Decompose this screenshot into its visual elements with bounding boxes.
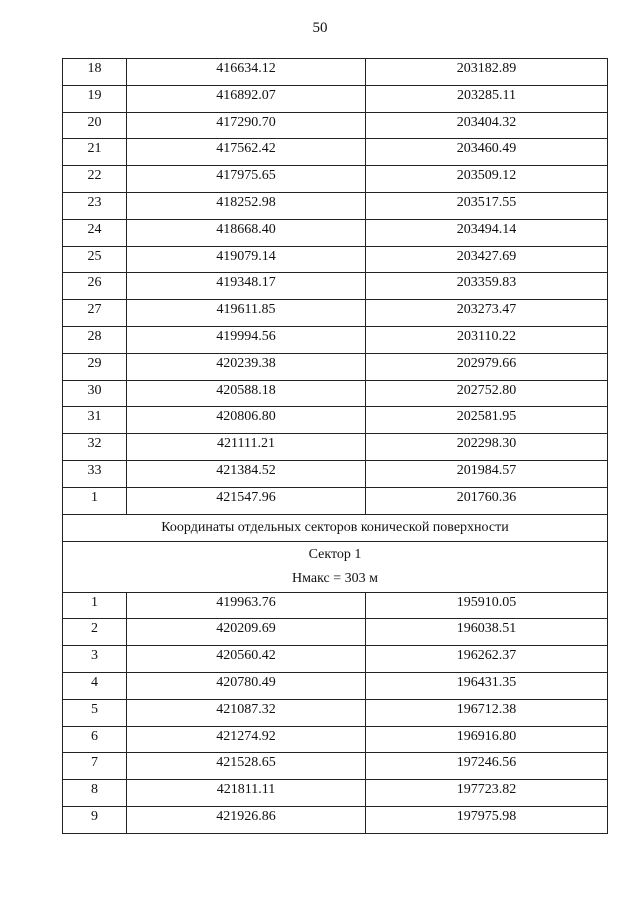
- x-coordinate-cell: 421384.52: [127, 460, 366, 487]
- y-coordinate-cell: 203517.55: [366, 192, 608, 219]
- y-coordinate-cell: 195910.05: [366, 592, 608, 619]
- point-number-cell: 24: [63, 219, 127, 246]
- point-number-cell: 7: [63, 753, 127, 780]
- table-row: [63, 380, 608, 407]
- y-coordinate-cell: 196038.51: [366, 619, 608, 646]
- y-coordinate-cell: 196262.37: [366, 646, 608, 673]
- sector-header: [63, 541, 608, 592]
- point-number-cell: 1: [63, 487, 127, 514]
- x-coordinate-cell: 421811.11: [127, 780, 366, 807]
- section-title-row: [63, 514, 608, 541]
- table-row: [63, 353, 608, 380]
- x-coordinate-cell: 419348.17: [127, 273, 366, 300]
- point-number-cell: 25: [63, 246, 127, 273]
- x-coordinate-cell: 419963.76: [127, 592, 366, 619]
- x-coordinate-cell: 421528.65: [127, 753, 366, 780]
- y-coordinate-cell: 203273.47: [366, 300, 608, 327]
- point-number-cell: 30: [63, 380, 127, 407]
- x-coordinate-cell: 417290.70: [127, 112, 366, 139]
- x-coordinate-cell: 421111.21: [127, 434, 366, 461]
- y-coordinate-cell: 203285.11: [366, 85, 608, 112]
- y-coordinate-cell: 202752.80: [366, 380, 608, 407]
- x-coordinate-cell: 419079.14: [127, 246, 366, 273]
- table-row: [63, 246, 608, 273]
- x-coordinate-cell: 420806.80: [127, 407, 366, 434]
- y-coordinate-cell: 197246.56: [366, 753, 608, 780]
- table-row: [63, 434, 608, 461]
- point-number-cell: 4: [63, 672, 127, 699]
- point-number-cell: 19: [63, 85, 127, 112]
- table-row: [63, 780, 608, 807]
- point-number-cell: 22: [63, 166, 127, 193]
- x-coordinate-cell: 420239.38: [127, 353, 366, 380]
- point-number-cell: 1: [63, 592, 127, 619]
- table-row: [63, 139, 608, 166]
- y-coordinate-cell: 197975.98: [366, 806, 608, 833]
- point-number-cell: 3: [63, 646, 127, 673]
- x-coordinate-cell: 418668.40: [127, 219, 366, 246]
- table-row: [63, 219, 608, 246]
- x-coordinate-cell: 420588.18: [127, 380, 366, 407]
- point-number-cell: 23: [63, 192, 127, 219]
- y-coordinate-cell: 197723.82: [366, 780, 608, 807]
- table-row: [63, 85, 608, 112]
- sector-rows-group: [63, 592, 608, 833]
- section-header-group: [63, 514, 608, 592]
- x-coordinate-cell: 417562.42: [127, 139, 366, 166]
- x-coordinate-cell: 420560.42: [127, 646, 366, 673]
- sector-height: Нмакс = 303 м: [291, 570, 378, 586]
- table-row: [63, 407, 608, 434]
- table-row: [63, 619, 608, 646]
- x-coordinate-cell: 421274.92: [127, 726, 366, 753]
- point-number-cell: 9: [63, 806, 127, 833]
- coordinates-table: [62, 58, 608, 834]
- table-row: [63, 699, 608, 726]
- point-number-cell: 21: [63, 139, 127, 166]
- table-row: [63, 273, 608, 300]
- y-coordinate-cell: 203509.12: [366, 166, 608, 193]
- point-number-cell: 29: [63, 353, 127, 380]
- table-row: [63, 460, 608, 487]
- table-row: [63, 59, 608, 86]
- point-number-cell: 6: [63, 726, 127, 753]
- y-coordinate-cell: 203404.32: [366, 112, 608, 139]
- y-coordinate-cell: 203110.22: [366, 326, 608, 353]
- y-coordinate-cell: 201760.36: [366, 487, 608, 514]
- point-number-cell: 2: [63, 619, 127, 646]
- table-row: [63, 192, 608, 219]
- table-row: [63, 753, 608, 780]
- point-number-cell: 8: [63, 780, 127, 807]
- table-row: [63, 300, 608, 327]
- table-row: [63, 487, 608, 514]
- y-coordinate-cell: 196431.35: [366, 672, 608, 699]
- table-row: [63, 672, 608, 699]
- point-number-cell: 33: [63, 460, 127, 487]
- table-row: [63, 326, 608, 353]
- x-coordinate-cell: 416634.12: [127, 59, 366, 86]
- sector-name: Сектор 1: [308, 546, 362, 562]
- sector-header-row: [63, 541, 608, 592]
- x-coordinate-cell: 417975.65: [127, 166, 366, 193]
- table-row: [63, 806, 608, 833]
- y-coordinate-cell: 201984.57: [366, 460, 608, 487]
- y-coordinate-cell: 203427.69: [366, 246, 608, 273]
- point-number-cell: 32: [63, 434, 127, 461]
- y-coordinate-cell: 196916.80: [366, 726, 608, 753]
- x-coordinate-cell: 419994.56: [127, 326, 366, 353]
- x-coordinate-cell: 421926.86: [127, 806, 366, 833]
- table-row: [63, 646, 608, 673]
- x-coordinate-cell: 421087.32: [127, 699, 366, 726]
- table-row: [63, 726, 608, 753]
- y-coordinate-cell: 202298.30: [366, 434, 608, 461]
- y-coordinate-cell: 203494.14: [366, 219, 608, 246]
- y-coordinate-cell: 203359.83: [366, 273, 608, 300]
- point-number-cell: 20: [63, 112, 127, 139]
- x-coordinate-cell: 420780.49: [127, 672, 366, 699]
- y-coordinate-cell: 196712.38: [366, 699, 608, 726]
- point-number-cell: 5: [63, 699, 127, 726]
- y-coordinate-cell: 202979.66: [366, 353, 608, 380]
- point-number-cell: 18: [63, 59, 127, 86]
- table-row: [63, 592, 608, 619]
- y-coordinate-cell: 203460.49: [366, 139, 608, 166]
- table-row: [63, 112, 608, 139]
- page-number: 50: [312, 20, 328, 36]
- table-row: [63, 166, 608, 193]
- top-rows-group: [63, 59, 608, 515]
- y-coordinate-cell: 203182.89: [366, 59, 608, 86]
- point-number-cell: 28: [63, 326, 127, 353]
- x-coordinate-cell: 421547.96: [127, 487, 366, 514]
- x-coordinate-cell: 418252.98: [127, 192, 366, 219]
- point-number-cell: 26: [63, 273, 127, 300]
- x-coordinate-cell: 419611.85: [127, 300, 366, 327]
- section-title: Координаты отдельных секторов конической поверхности: [63, 514, 608, 541]
- y-coordinate-cell: 202581.95: [366, 407, 608, 434]
- point-number-cell: 31: [63, 407, 127, 434]
- x-coordinate-cell: 420209.69: [127, 619, 366, 646]
- point-number-cell: 27: [63, 300, 127, 327]
- x-coordinate-cell: 416892.07: [127, 85, 366, 112]
